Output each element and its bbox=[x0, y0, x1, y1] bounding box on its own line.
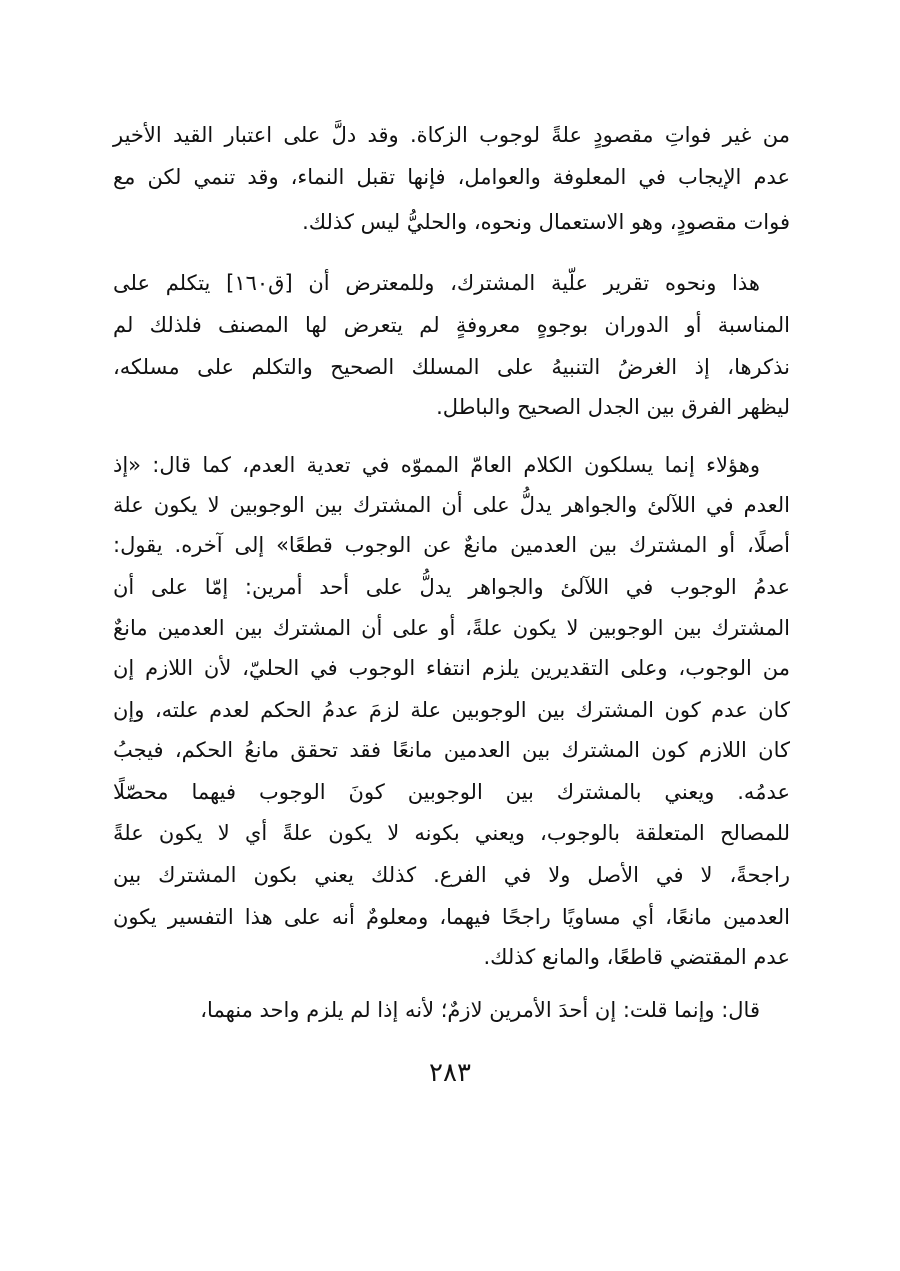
text-line: ليظهر الفرق بين الجدل الصحيح والباطل. bbox=[436, 395, 790, 419]
text-line: المناسبة أو الدوران بوجوهٍ معروفةٍ لم يتعرض لها المصنف فلذلك لم bbox=[113, 313, 790, 337]
text-line: من غير فواتِ مقصودٍ علةً لوجوب الزكاة. وقد دلَّ على اعتبار القيد الأخير bbox=[113, 123, 790, 147]
text-line: عدم الإيجاب في المعلوفة والعوامل، فإنها تقبل النماء، وقد تنمي لكن مع bbox=[113, 165, 790, 189]
text-line: العدمين مانعًا، أي مساويًا راجحًا فيهما، ومعلومٌ أنه على هذا التفسير يكون bbox=[113, 905, 790, 929]
text-line: قال: وإنما قلت: إن أحدَ الأمرين لازمٌ؛ لأنه إذا لم يلزم واحد منهما، bbox=[200, 998, 760, 1022]
text-line: كان عدم كون المشترك بين الوجوبين علة لزمَ عدمُ الحكم لعدم علته، وإن bbox=[113, 698, 790, 722]
text-line: عدم المقتضي قاطعًا، والمانع كذلك. bbox=[483, 945, 790, 969]
text-line: وهؤلاء إنما يسلكون الكلام العامّ المموّه في تعدية العدم، كما قال: «إذ bbox=[113, 453, 760, 477]
page-number: ٢٨٣ bbox=[429, 1058, 471, 1088]
text-line: عدمُ الوجوب في اللآلئ والجواهر يدلُّ على أحد أمرين: إمّا على أن bbox=[113, 575, 790, 599]
text-line: عدمُه. ويعني بالمشترك بين الوجوبين كونَ الوجوب فيهما محصّلًا bbox=[113, 780, 790, 804]
text-line: فوات مقصودٍ، وهو الاستعمال ونحوه، والحليُّ ليس كذلك. bbox=[302, 210, 790, 234]
text-line: هذا ونحوه تقرير علّية المشترك، وللمعترض أن [ق١٦٠] يتكلم على bbox=[113, 271, 760, 295]
text-line: للمصالح المتعلقة بالوجوب، ويعني بكونه لا يكون علةً أي لا يكون علةً bbox=[113, 821, 790, 845]
text-line: من الوجوب، وعلى التقديرين يلزم انتفاء الوجوب في الحليّ، لأن اللازم إن bbox=[113, 656, 790, 680]
text-line: المشترك بين الوجوبين لا يكون علةً، أو على أن المشترك بين العدمين مانعٌ bbox=[113, 616, 790, 640]
text-line: أصلًا، أو المشترك بين العدمين مانعٌ عن الوجوب قطعًا» إلى آخره. يقول: bbox=[113, 533, 790, 557]
text-line: كان اللازم كون المشترك بين العدمين مانعًا فقد تحقق مانعُ الحكم، فيجبُ bbox=[113, 738, 790, 762]
text-line: العدم في اللآلئ والجواهر يدلُّ على أن المشترك بين الوجوبين لا يكون علة bbox=[113, 493, 790, 517]
text-line: نذكرها، إذ الغرضُ التنبيهُ على المسلك الصحيح والتكلم على مسلكه، bbox=[113, 355, 790, 379]
text-line: راجحةً، لا في الأصل ولا في الفرع. كذلك يعني بكون المشترك بين bbox=[113, 863, 790, 887]
